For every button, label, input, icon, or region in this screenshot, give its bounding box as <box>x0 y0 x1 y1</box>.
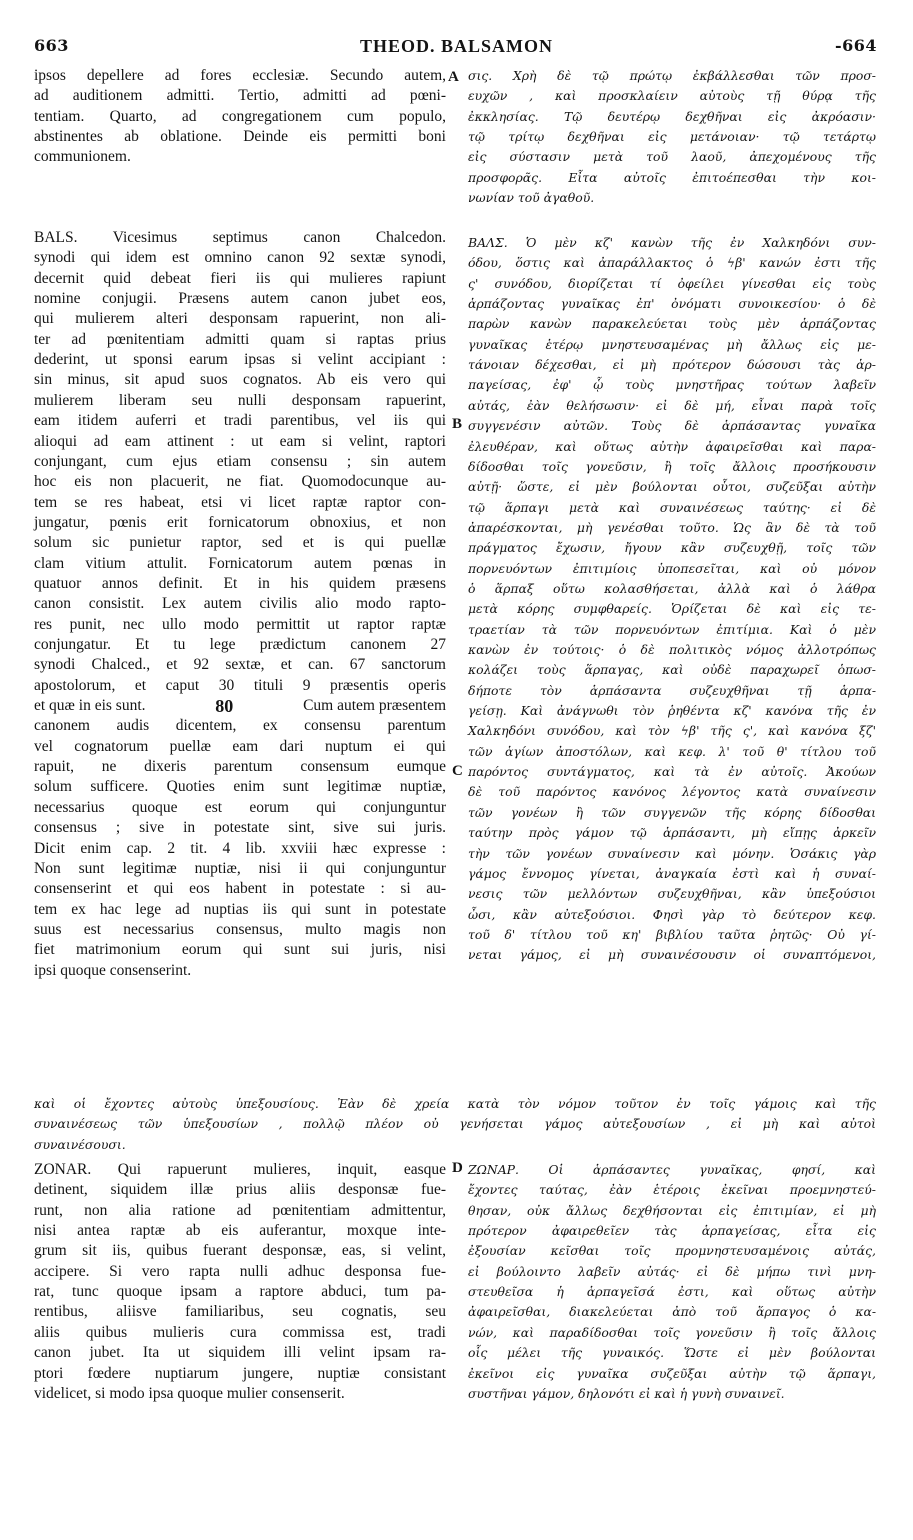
left-para-2-line: Non sunt legitimæ nuptiæ, nisi ii qui conjunguntur <box>34 859 446 877</box>
left-para-2-line: sin minus, sit apud suos cognatos. Ab eis vero qui <box>34 371 446 389</box>
left-para-3-line: rat, tunc quoque ipsam a raptore abduci, tum pa- <box>34 1283 446 1301</box>
right-para-2-line: γυναῖκας ἑτέρῳ μνηστευσαμένας μὴ ἄλλως εἰς με- <box>468 336 876 352</box>
right-para-2-line: αὐτῇ· ὥστε, εἰ μὲν βούλονται οὗτοι, συζεῦξαι αὐτὴν <box>468 479 876 495</box>
right-para-2-line: ἀπαρέσκονται, μὴ γενέσθαι τοῦτο. Ὡς ἂν δὲ τὰ τοῦ <box>468 519 876 535</box>
left-para-2-line: solum sufficere. Quoties enim sunt legitimæ nuptiæ, <box>34 778 446 796</box>
right-para-2-line: παγείσας, ἐφ' ᾧ τοὺς μνηστῆρας τούτων λαβεῖν <box>468 377 876 393</box>
left-para-3-line: grum sit iis, quibus fuerant desponsæ, eas, si velint, <box>34 1242 446 1260</box>
left-para-3-line: canon jubet. Ita ut siquidem illi velint ipsam ra- <box>34 1344 446 1362</box>
right-para-2-line: παρὼν κανὼν παρακελεύεται τοὺς μὲν ἁρπάζοντας <box>468 316 876 332</box>
left-para-2-line: eam itidem auferri et tradi parentibus, vel iis qui <box>34 412 446 430</box>
right-para-2-line: συγγενέσιν αὐτῶν. Τοὺς δὲ ἁρπάσαντας γυναῖκα <box>468 418 876 434</box>
left-para-2-line: quatuor annos definit. Et in his quidem præsens <box>34 574 446 592</box>
left-para-2-line: rapuit, ne dixeris parentum consensum eumque <box>34 758 446 776</box>
right-para-2-line: νεται γάμος, εἰ μὴ συναινέσουσιν οἱ συναπτόμενοι, <box>468 947 876 963</box>
right-para-3-line: πρότερον ἀφαιρεθεῖεν τὰς ἁρπαγείσας, εἶτα εἰς <box>468 1223 876 1239</box>
right-para-2-line: παρόντος συντάγματος, καὶ τὰ ἐν αὐτοῖς. Ἀκούων <box>468 764 876 780</box>
left-para-1-line: abstinentes ab oblatione. Deinde eis permitti boni <box>34 128 446 146</box>
left-para-3-line: detinent, siquidem illæ prius aliis desponsæ fue- <box>34 1181 446 1199</box>
right-para-3-line: στευθεῖσα ἡ ἁρπαγεῖσά ἐστι, καὶ οὕτως αὐτὴν <box>468 1284 876 1300</box>
running-title: THEOD. BALSAMON <box>359 36 554 56</box>
left-para-2-line: synodi Chalced., et 92 sextæ, et can. 67 sanctorum <box>34 656 446 674</box>
right-para-2-line: τῶν γονέων ἢ τῶν συγγενῶν τῆς κόρης δίδοσθαι <box>468 804 876 820</box>
right-para-3-line: συστῆναι γάμον, δηλονότι εἰ καὶ ἡ γυνὴ συναινεῖ. <box>468 1385 785 1401</box>
left-para-2-line: suus est necessarius consensus, multo magis non <box>34 920 446 938</box>
right-para-2-line: ἁρπάζοντας γυναῖκας ἐπ' ὀνόματι συνοικεσίου· ὁ δὲ <box>468 296 876 312</box>
right-para-2-line: ταύτην πρὸς γάμον τῷ ἁρπάσαντι, μὴ εἴπῃς ἀρκεῖν <box>468 825 876 841</box>
right-para-2-line: τάνοιαν δέχεσθαι, εἰ μὴ πρότερον δώσουσι τὰς ἁρ- <box>468 357 876 373</box>
right-para-2-line: τῷ ἅρπαγι μετὰ καὶ συναινέσεως ταύτης· εἰ δὲ <box>468 499 876 515</box>
right-para-1-line: προσφορᾶς. Εἶτα αὐτοῖς ἐπιτοέπεσθαι τὴν κοι- <box>468 169 876 185</box>
left-para-2-line: Dicit enim cap. 2 tit. 4 lib. xxviii hæc expresse : <box>34 839 446 857</box>
right-para-2-line: πράγματος ἔχωσιν, ἤγουν κἂν συζευχθῇ, τοῖς τῶν <box>468 540 876 556</box>
left-para-3-line: ZONAR. Qui rapuerunt mulieres, inquit, easque <box>34 1161 446 1178</box>
right-para-2-line: ὦσι, κἂν αὐτεξούσιοι. Φησὶ γὰρ τὸ δεύτερον κεφ. <box>468 906 876 922</box>
right-para-2-line: μετὰ κόρης συμφθαρείς. Ὁρίζεται δὲ καὶ εἰς τε- <box>468 601 876 617</box>
left-para-2-line: mulierem liberam seu nulli desponsam rapuerint, <box>34 391 446 409</box>
right-para-2-line: πορνευόντων ἐπιτιμίοις ὑποπεσεῖται, καὶ οὐ μόνον <box>468 560 876 576</box>
right-para-2-line: τὴν τῶν γονέων συναίνεσιν καὶ μόνην. Ὁσάκις γὰρ <box>468 845 876 861</box>
left-para-2-line: synodi qui idem est omnino canon 92 sextæ synodi, <box>34 249 446 267</box>
left-para-2-line: consenserint et qui eos habent in potestate : si au- <box>34 880 446 898</box>
right-para-1-line: ευχῶν , καὶ προσκλαίειν αὐτοὺς τῇ θύρᾳ τῆς <box>468 88 876 104</box>
right-para-2-line: δήποτε τὸν ἁρπάσαντα συζευχθῆναι τῇ ἁρπα- <box>468 682 876 698</box>
right-para-2-line: αὐτάς, ἐὰν θελήσωσιν· εἰ δὲ μή, εἶναι παρὰ τοῖς <box>468 397 876 413</box>
right-para-3-line: νών, καὶ παραδίδοσθαι τοῖς γονεῦσιν ἢ τοῖς ἄλλοις <box>468 1324 876 1340</box>
left-para-2-line: ipsi quoque consenserint. <box>34 961 192 979</box>
left-para-2-text: et quæ in eis sunt. <box>34 697 146 715</box>
right-para-2-line: δίδοσθαι τοῖς γονεῦσιν, ἢ τοῖς ἄλλοις προσήκουσιν <box>468 458 876 474</box>
left-para-2-line: consensus ; sive in potestate sint, sive sui juris. <box>34 819 446 837</box>
left-para-2-text: Cum autem præsentem <box>303 697 446 715</box>
right-para-2-line: ὁ ἅρπαξ οὕτω κολασθήσεται, ἀλλὰ καὶ ὁ λάθρα <box>468 580 876 596</box>
full-width-line: συναινέσεως τῶν ὑπεξουσίων , πολλῷ πλέον οὐ γενήσεται γάμος αὐτεξουσίων , εἰ μὴ καὶ αὐτοὶ <box>34 1116 876 1132</box>
left-para-2-line: necessarius quoque est eorum qui conjunguntur <box>34 798 446 816</box>
left-para-2-line: nomine conjugii. Præsens autem canon jubet eos, <box>34 290 446 308</box>
right-para-2-line: δὲ τοῦ παρόντος κανόνος λέγοντος κατὰ συναίνεσιν <box>468 784 876 800</box>
right-para-2-line: γείσῃ. Καὶ ἀνάγνωθι τὸν ῥηθέντα κζ' κανόνα τῆς ἐν <box>468 703 876 719</box>
right-para-2-line: ΒΑΛΣ. Ὁ μὲν κζ' κανὼν τῆς ἐν Χαλκηδόνι συν- <box>468 235 876 250</box>
right-para-2-line: κολάζει τοὺς ἅρπαγας, καὶ οὐδὲ παραχωρεῖ ὁπωσ- <box>468 662 876 678</box>
page-number-right: -664 <box>834 36 877 55</box>
right-para-2-line: Χαλκηδόνι συνόδου, καὶ τὸν ϟβ' τῆς ς', καὶ κανόνα ξζ' <box>468 723 876 739</box>
left-para-1-line: ad auditionem admitti. Tertio, admitti ad pœni- <box>34 87 446 105</box>
right-para-3-line: ΖΩΝΑΡ. Οἱ ἁρπάσαντες γυναῖκας, φησί, καὶ <box>468 1162 876 1177</box>
left-para-2-line: conjungatur. Et tu lege prædictum canonem 27 <box>34 636 446 653</box>
left-para-2-line <box>34 696 446 716</box>
left-para-2-line: alioqui ad eam attinent : ut eam si velint, raptori <box>34 432 446 450</box>
right-para-3-line: οἷς μέλει τῆς γυναικός. Ὥστε εἰ μὲν βούλονται <box>468 1345 876 1361</box>
left-para-1-line: ipsos depellere ad fores ecclesiæ. Secundo autem, <box>34 67 446 84</box>
left-para-2-line: vel cognatorum puellæ eam dari nuptum ei qui <box>34 737 446 755</box>
left-para-3-line: aliis quibus mulieris cura commissa est, tradi <box>34 1323 446 1341</box>
right-para-2-line: τοῦ δ' τίτλου τοῦ κη' βιβλίου ταῦτα ῥητῶς· Οὐ γί- <box>468 926 876 942</box>
left-para-3-line: videlicet, si modo ipsa quoque mulier consenserit. <box>34 1384 345 1402</box>
left-para-2-line: conjungant, cum ejus etiam consensu ; sin autem <box>34 452 446 470</box>
margin-marker-b: B <box>452 416 463 432</box>
left-para-2-line: tem ex hac lege ad nuptias iis qui sunt in potestate <box>34 900 446 918</box>
left-para-1-line: tentiam. Quarto, ad congregationem cum populo, <box>34 107 446 125</box>
left-para-2-line: hoc eis non placuerit, ne fiat. Quomodocunque au- <box>34 473 446 491</box>
left-para-2-line: apostolorum, et caput 30 tituli 9 præsentis operis <box>34 676 446 694</box>
right-para-2-line: όδου, ὅστις καὶ ἀπαράλλακτος ὁ ϟβ' κανών ἐστι τῆς <box>468 255 876 271</box>
right-para-3-line: ἀφαιρεῖσθαι, διακελεύεται ἀπὸ τοῦ ἅρπαγος ὁ κα- <box>468 1304 876 1320</box>
left-para-3-line: rentibus, aliisve familiaribus, seu cognatis, seu <box>34 1303 446 1321</box>
left-para-2-line: jungatur, pœnis erit fornicatorum obnoxius, et non <box>34 513 446 531</box>
right-para-1-line: ἐκκλησίας. Τῷ δευτέρῳ δεχθῆναι εἰς ἀκρόασιν· <box>468 108 876 124</box>
left-para-2-line: decernit quid debeat fieri iis qui mulieres rapiunt <box>34 269 446 287</box>
right-para-3-line: εἰ βούλοιντο λαβεῖν αὐτάς· εἰ δὲ μήπω τινὶ μνη- <box>468 1263 876 1279</box>
right-para-2-line: νεσις τῶν μελλόντων συζευχθῆναι, κἂν ὑπεξούσιοι <box>468 886 876 902</box>
left-para-2-line: fiet matrimonium eorum qui sunt sui juris, nisi <box>34 941 446 959</box>
left-para-2-line: dederint, ut sponsi earum ipsas si velint accipiant : <box>34 351 446 369</box>
left-para-2-line: qui mulierem alteri desponsam rapuerint, non ali- <box>34 310 446 328</box>
column-number: 80 <box>215 696 234 717</box>
left-para-3-line: nisi antea raptæ ab eis auferantur, moxque inte- <box>34 1222 446 1240</box>
right-para-3-line: ἐξουσίαν κεῖσθαι τοῖς προμνηστευσαμένοις αὐτάς, <box>468 1243 876 1259</box>
margin-marker-a: A <box>448 69 459 85</box>
left-para-1-line: communionem. <box>34 148 131 166</box>
left-para-2-line: canonem audis dicentem, ex consensu parentum <box>34 717 446 735</box>
left-para-2-line: clam vitium attulit. Fornicatorum autem pœnas in <box>34 554 446 572</box>
right-para-3-line: ἔχοντες ταύτας, ἐὰν ἑτέροις ἐκεῖναι προεμνηστεύ- <box>468 1182 876 1198</box>
right-para-2-line: γάμος ἔννομος γίνεται, ἀναγκαία ἐστὶ καὶ ἡ συναί- <box>468 865 876 881</box>
right-para-1-line: σις. Χρὴ δὲ τῷ πρώτῳ ἐκβάλλεσθαι τῶν προσ- <box>468 68 876 83</box>
left-para-2-line: solum sic punietur raptor, sed et is qui puellæ <box>34 534 446 552</box>
right-para-2-line: ἐλευθέραν, καὶ οὕτως αὐτὴν ἀφαιρεῖσθαι καὶ παρα- <box>468 438 876 454</box>
full-width-line: συναινέσουσι. <box>34 1136 126 1152</box>
page-number-left: 663 <box>34 36 69 55</box>
right-para-3-line: θησαν, οὐκ ἄλλως δεχθήσονται εἰς ἐπιτιμίαν, εἰ μὴ <box>468 1202 876 1218</box>
right-para-3-line: ἐκεῖνοι εἰς γυναῖκα συζεῦξαι αὐτὴν τῷ ἅρπαγι, <box>468 1365 876 1381</box>
margin-marker-d: D <box>452 1160 463 1176</box>
right-para-1-line: τῷ τρίτῳ δεχθῆναι εἰς μετάνοιαν· τῷ τετάρτῳ <box>468 129 876 145</box>
margin-marker-c: C <box>452 763 463 779</box>
left-para-2-line: BALS. Vicesimus septimus canon Chalcedon. <box>34 229 446 246</box>
left-para-3-line: ptori fœdere nuptiarum jungere, nuptiæ consistant <box>34 1364 446 1382</box>
left-para-3-line: accipere. Si vero rapta nulli adhuc desponsa fue- <box>34 1262 446 1280</box>
right-para-1-line: νωνίαν τοῦ ἀγαθοῦ. <box>468 190 595 206</box>
right-para-1-line: εἰς σύστασιν μετὰ τοῦ λαοῦ, ἀπεχομένους τῆς <box>468 149 876 165</box>
right-para-2-line: ς' συνόδου, διορίζεται τί ὀφείλει γίνεσθαι εἰς τοὺς <box>468 275 876 291</box>
left-para-2-line: tem se res habeat, etsi vi licet raptæ raptor con- <box>34 493 446 511</box>
left-para-2-line: canon consistit. Lex autem civilis alio modo rapto- <box>34 595 446 613</box>
left-para-3-line: runt, non alia ratione ad pœnitentiam admittentur, <box>34 1201 446 1219</box>
right-para-2-line: κανὼν ἐν τούτοις· ὁ δὲ πολιτικὸς νόμος ἀλλοτρόπως <box>468 642 876 657</box>
right-para-2-line: τῶν ἁγίων ἀποστόλων, καὶ κεφ. λ' τοῦ θ' τίτλου τοῦ <box>468 743 876 759</box>
right-para-2-line: τραετίαν τὰ τῶν πορνευόντων ἐπιτίμια. Καὶ ὁ μὲν <box>468 621 876 637</box>
left-para-2-line: res punit, nec ullo modo permittit ut raptor raptæ <box>34 615 446 633</box>
full-width-line: καὶ οἱ ἔχοντες αὐτοὺς ὑπεξουσίους. Ἐὰν δὲ χρεία κατὰ τὸν νόμον τοῦτον ἐν τοῖς γάμοις καὶ τῆς <box>34 1096 876 1111</box>
left-para-2-line: ter ad pœnitentiam admitti quam si raptas prius <box>34 330 446 348</box>
